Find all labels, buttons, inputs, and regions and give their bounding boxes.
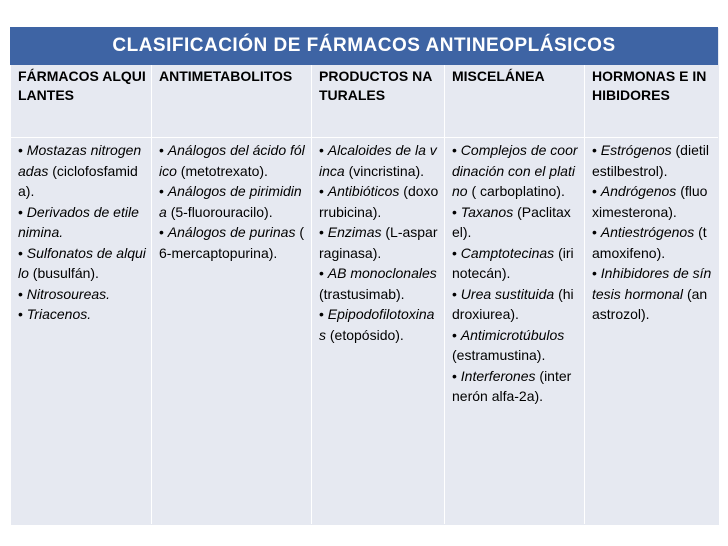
drug-example: (Paclitaxel). [452,203,571,240]
drug-example: (internerón alfa-2a). [452,367,572,404]
list-item [592,263,714,325]
list-item [319,263,439,304]
header-hormonas: HORMONAS E INHIBIDORES [592,68,707,103]
drug-example: (metotrexato). [180,162,268,179]
drug-example: (5-fluorouracilo). [170,203,273,220]
drug-class-name: Derivados de etilenimina. [18,203,139,240]
drug-class-name: Enzimas [327,224,382,240]
column-divider [311,65,312,524]
column-divider [444,65,445,524]
bullet-icon: • [592,224,601,240]
bullet-icon: • [319,306,328,322]
drug-class-name: Inhibidores de síntesis hormonal [592,265,712,302]
list-item [592,181,714,222]
drug-class-name: AB monoclonales [327,265,437,281]
column-alquilantes [18,140,146,325]
bullet-icon: • [319,265,328,281]
drug-example: (hidroxiurea). [452,285,574,322]
bullet-icon: • [319,183,328,199]
drug-class-name: Antimicrotúbulos [460,326,565,343]
column-hormonas [592,140,714,325]
bullet-icon: • [159,224,168,240]
drug-class-name: Mostazas nitrogenadas [18,142,142,179]
bullet-icon: • [18,244,27,261]
drug-class-name: Sulfonatos de alquilo [18,244,146,281]
drug-example: ( 6-mercaptopurina). [159,224,305,261]
drug-class-name: Triacenos. [26,306,92,322]
list-item [319,222,439,263]
list-item [319,304,439,345]
bullet-icon: • [592,265,601,281]
list-item [592,140,714,181]
drug-example: (busulfán). [32,265,99,281]
drug-class-name: Antibióticos [327,183,400,199]
drug-example: (trastusimab). [319,285,405,302]
list-item [18,284,146,305]
drug-example: (etopósido). [329,326,404,343]
drug-class-name: Complejos de coordinación con el platino [452,142,578,199]
header-productos-naturales: PRODUCTOS NATURALES [319,68,433,103]
column-miscelanea [452,140,578,407]
column-antimetabolitos [159,140,305,263]
list-item [452,243,578,284]
list-item [452,284,578,325]
drug-class-name: Urea sustituida [460,285,555,302]
drug-example: (anastrozol). [592,285,708,322]
list-item [18,243,146,284]
drug-class-name: Epipodofilotoxinas [319,306,435,343]
drug-example: (dietilestilbestrol). [592,142,709,179]
bullet-icon: • [452,285,461,302]
drug-class-name: Análogos de pirimidina [159,183,302,220]
table-body [10,65,718,524]
list-item [319,140,439,181]
drug-example: (estramustina). [452,347,546,363]
bullet-icon: • [319,142,328,158]
list-item [452,366,578,407]
drug-example: (irinotecán). [452,244,574,281]
list-item [452,202,578,243]
drug-class-name: Antiestrógenos [600,224,695,240]
drug-example: (L-asparraginasa). [319,224,438,261]
drug-example: ( carboplatino). [471,183,565,199]
bullet-icon: • [18,285,27,302]
drug-class-name: Alcaloides de la vinca [319,142,437,179]
list-item [159,222,305,263]
drug-class-name: Camptotecinas [460,244,555,261]
header-alquilantes: FÁRMACOS ALQUILANTES [18,68,146,103]
bullet-icon: • [452,244,461,261]
bullet-icon: • [592,142,601,158]
list-item [452,140,578,202]
drug-example: (tamoxifeno). [592,224,707,261]
bullet-icon: • [18,203,27,220]
header-miscelanea: MISCELÁNEA [452,68,545,84]
drug-class-name: Taxanos [460,203,514,220]
bullet-icon: • [452,326,461,343]
list-item [592,222,714,263]
drug-class-name: Estrógenos [600,142,672,158]
bullet-icon: • [452,367,461,384]
drug-class-name: Interferones [460,367,536,384]
column-productos-naturales [319,140,439,345]
list-item [18,140,146,202]
bullet-icon: • [592,183,601,199]
drug-class-name: Andrógenos [600,183,677,199]
column-divider [151,65,152,524]
bullet-icon: • [18,142,27,158]
bullet-icon: • [319,224,328,240]
header-antimetabolitos: ANTIMETABOLITOS [159,68,293,84]
drug-class-name: Análogos del ácido fólico [159,142,305,179]
drug-example: (doxorrubicina). [319,183,439,220]
column-divider [584,65,585,524]
list-item [18,202,146,243]
drug-class-name: Análogos de purinas [167,224,296,240]
list-item [452,325,578,366]
bullet-icon: • [159,142,168,158]
drug-example: (vincristina). [348,162,425,179]
list-item [159,181,305,222]
header-row-divider [10,137,718,138]
bullet-icon: • [159,183,168,199]
drug-example: (fluoximesterona). [592,183,708,220]
bullet-icon: • [452,142,461,158]
drug-class-name: Nitrosoureas. [26,285,111,302]
list-item [319,181,439,222]
drug-example: (ciclofosfamida). [18,162,138,199]
bullet-icon: • [452,203,461,220]
bullet-icon: • [18,306,27,322]
list-item [18,304,146,325]
list-item [159,140,305,181]
table-title: CLASIFICACIÓN DE FÁRMACOS ANTINEOPLÁSICOS [10,27,718,65]
